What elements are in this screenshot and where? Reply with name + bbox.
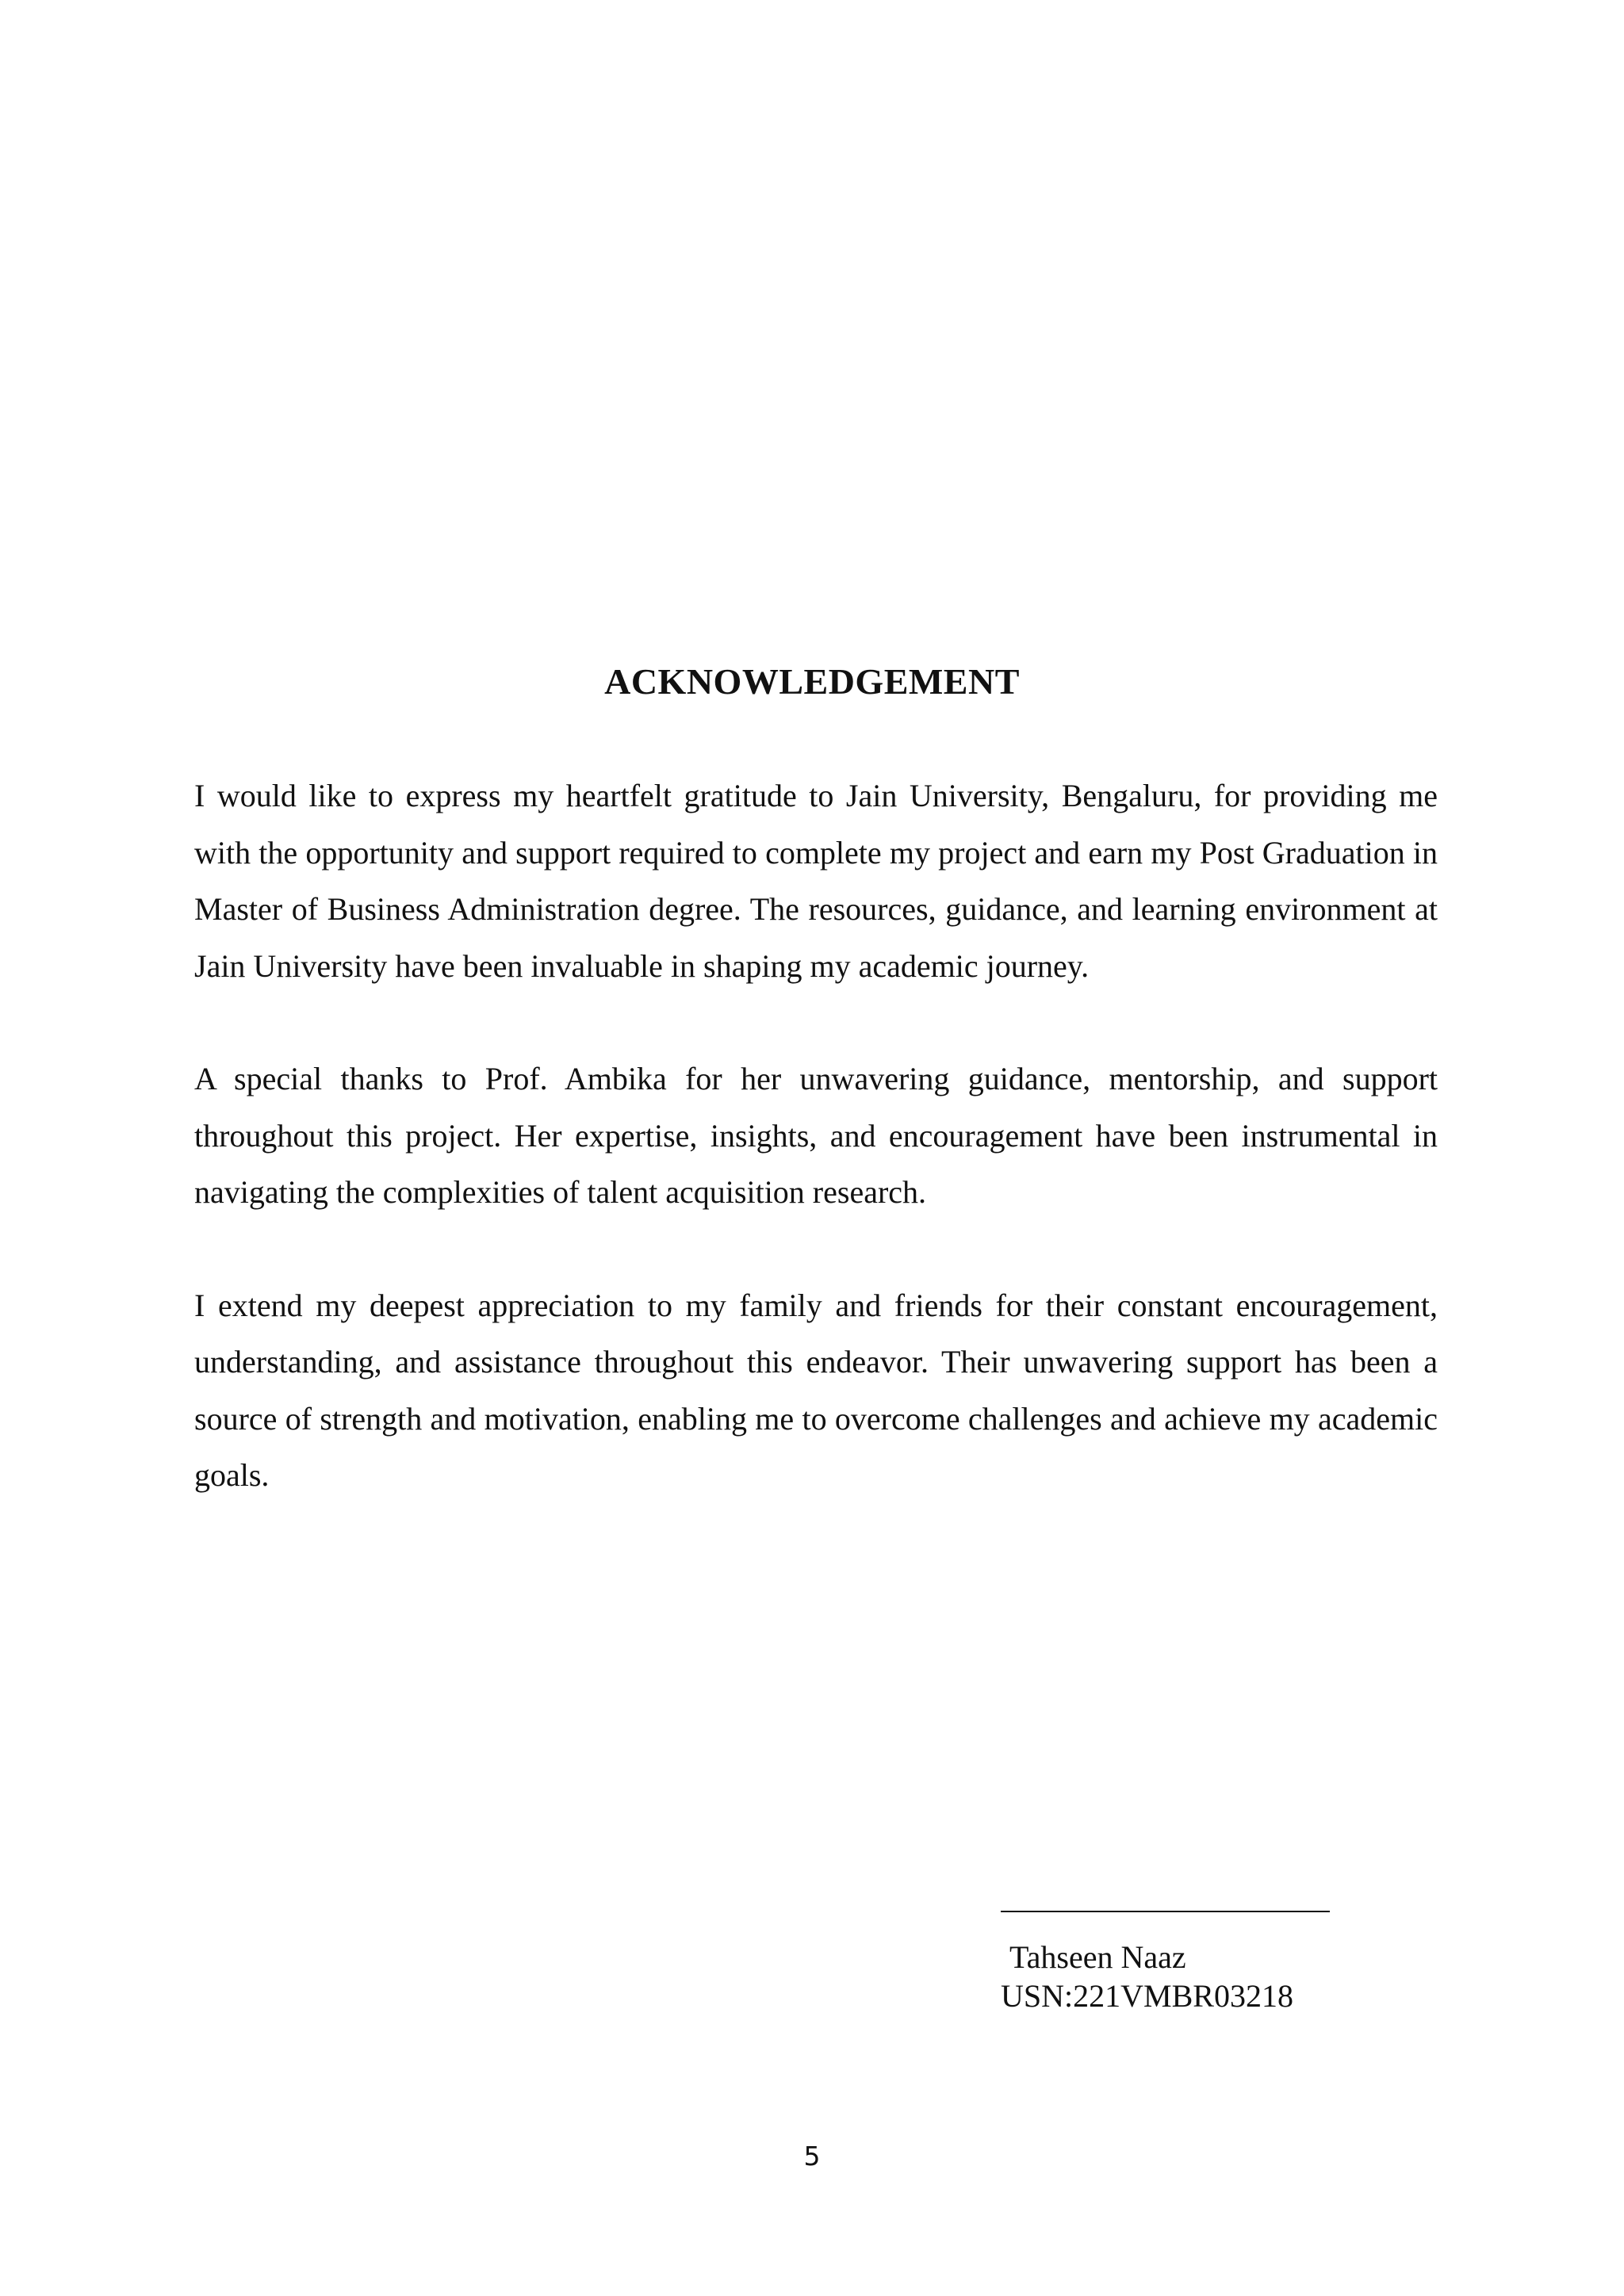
signature-block <box>1001 1911 1334 2015</box>
signatory-usn: USN:221VMBR03218 <box>1001 1978 1293 2014</box>
paragraph-university: I would like to express my heartfelt gratitude to Jain University, Bengaluru, for providing me with the opportunity and support required to complete my project and earn my Post Graduation in Master of Business Administration degree. The resources, guidance, and learning environment at Jain University have been invaluable in shaping my academic journey. <box>194 778 1438 984</box>
paragraph-guide: A special thanks to Prof. Ambika for her unwavering guidance, mentorship, and support throughout this project. Her expertise, insights, and encouragement have been instrumental in navigating the complexities of talent acquisition research. <box>194 1061 1438 1210</box>
page-title: ACKNOWLEDGEMENT <box>604 661 1020 702</box>
signatory-name: Tahseen Naaz <box>1009 1939 1186 1975</box>
paragraph-family: I extend my deepest appreciation to my family and friends for their constant encouragement, understanding, and assistance throughout this endeavor. Their unwavering support has been a source of strength and motivation, enabling me to overcome challenges and achieve my academic goals. <box>194 1287 1438 1493</box>
page-number: 5 <box>803 2141 821 2172</box>
acknowledgement-body <box>194 767 1438 1560</box>
signature-line <box>1001 1911 1330 1912</box>
